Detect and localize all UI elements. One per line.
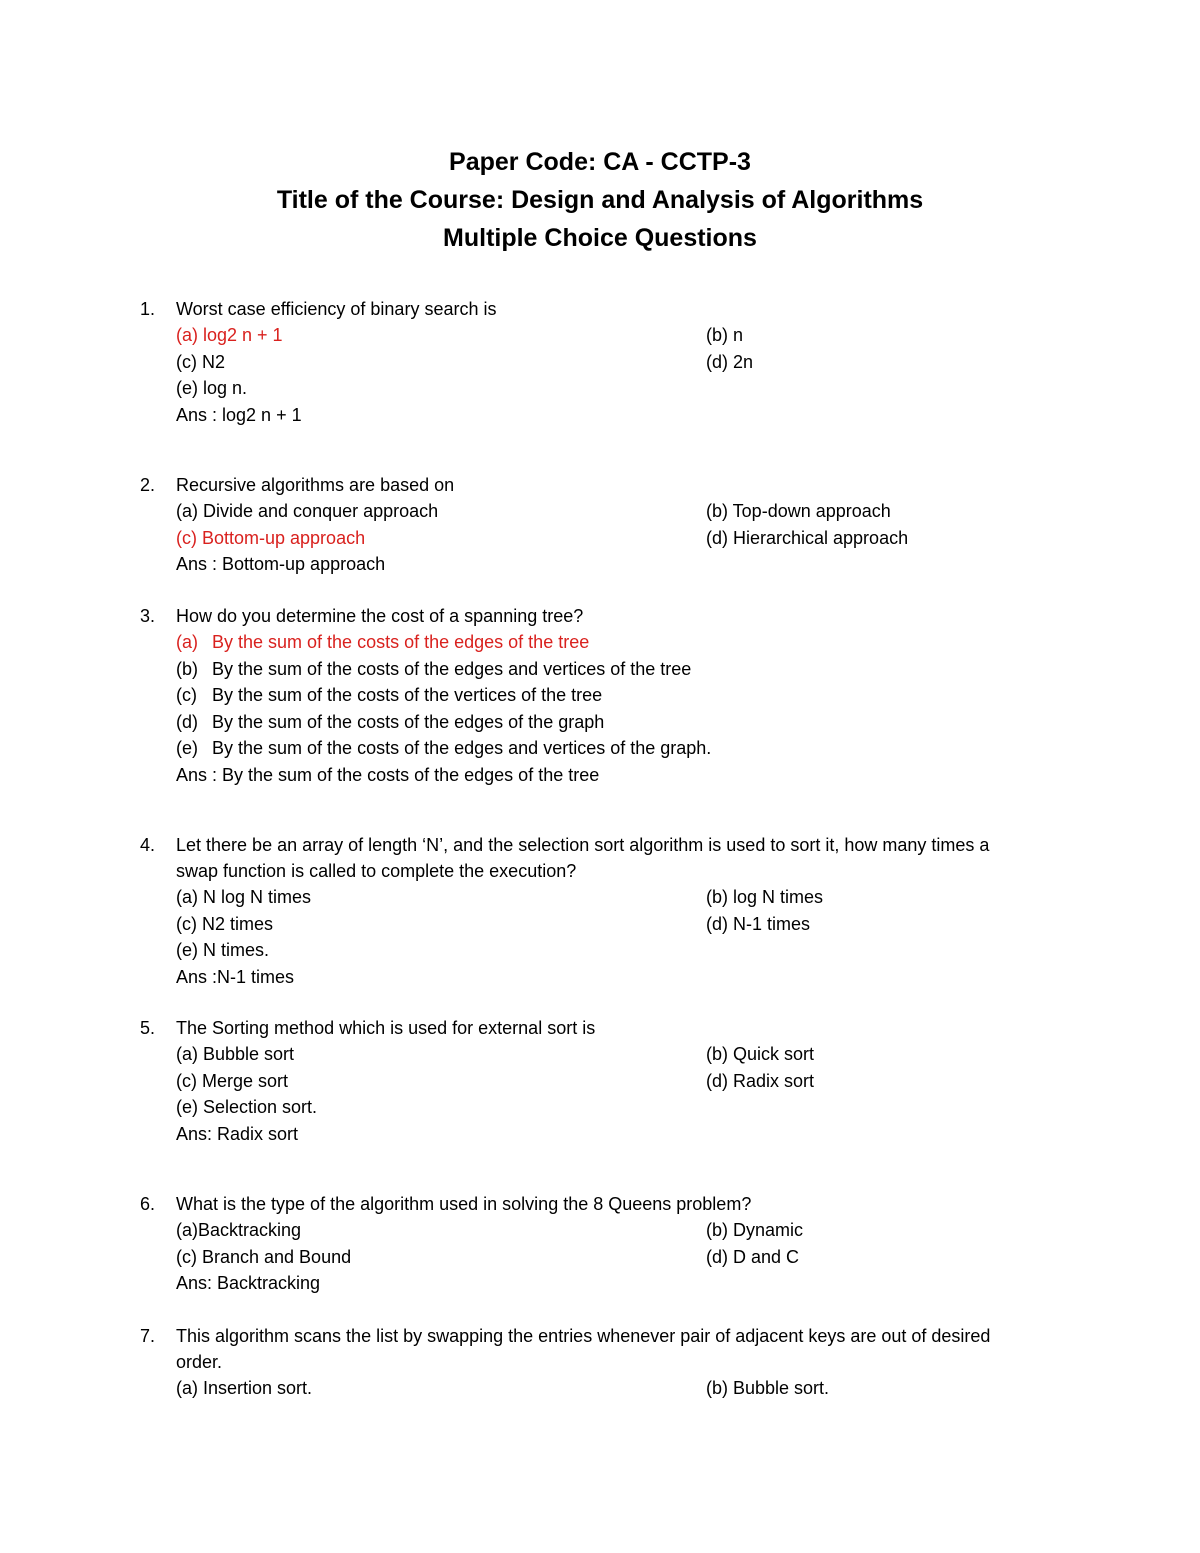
option-e: (e) log n.: [176, 378, 248, 398]
option-d: (d) N-1 times: [706, 913, 811, 934]
option-b: (b) Top-down approach: [706, 501, 891, 521]
option-text: By the sum of the costs of the vertices of the tree: [212, 685, 603, 705]
course-title-heading: Title of the Course: Design and Analysis of Algorithms: [276, 186, 924, 214]
question-number: 1.: [140, 299, 156, 319]
question-7: [140, 1323, 1040, 1402]
question-text: Worst case efficiency of binary search is: [176, 299, 497, 319]
option-label: (d): [176, 711, 198, 732]
question-number: 7.: [140, 1326, 156, 1346]
option-b: (b) Bubble sort.: [706, 1378, 830, 1398]
option-c-correct: (c) Bottom-up approach: [176, 527, 366, 548]
option-text: By the sum of the costs of the edges of the graph: [212, 711, 605, 732]
section-heading: Multiple Choice Questions: [443, 224, 757, 252]
option-text: By the sum of the costs of the edges and vertices of the graph.: [212, 738, 712, 758]
option-label: (e): [176, 738, 198, 758]
answer: Ans :N-1 times: [176, 966, 295, 987]
question-4: [140, 832, 1040, 990]
option-b: (b) n: [706, 325, 744, 345]
option-label: (c): [176, 685, 197, 705]
question-text: How do you determine the cost of a spanning tree?: [176, 606, 584, 626]
question-1: [140, 296, 1040, 428]
question-number: 5.: [140, 1018, 156, 1038]
option-b: (b) Dynamic: [706, 1220, 804, 1240]
option-e: (e) Selection sort.: [176, 1097, 318, 1117]
option-d: (d) D and C: [706, 1246, 800, 1267]
question-number: 6.: [140, 1194, 156, 1214]
question-number: 2.: [140, 475, 156, 495]
answer: Ans: Radix sort: [176, 1123, 299, 1144]
option-b: (b) log N times: [706, 887, 824, 907]
option-text: By the sum of the costs of the edges of the tree: [212, 632, 590, 652]
option-d: (d) Radix sort: [706, 1070, 815, 1091]
question-text: Recursive algorithms are based on: [176, 475, 455, 495]
option-label: (a): [176, 632, 198, 652]
option-e: [140, 735, 1040, 762]
option-c: (c) Branch and Bound: [176, 1246, 352, 1267]
answer: Ans : By the sum of the costs of the edges of the tree: [176, 764, 600, 785]
question-number: 4.: [140, 835, 156, 855]
document-header: [0, 143, 1200, 257]
option-d: (d) 2n: [706, 351, 754, 372]
option-a-correct: (a) log2 n + 1: [176, 325, 283, 345]
option-a: (a) Insertion sort.: [176, 1378, 313, 1398]
option-d: [140, 709, 1040, 736]
answer: Ans : log2 n + 1: [176, 404, 302, 425]
question-text: The Sorting method which is used for external sort is: [176, 1018, 596, 1038]
option-c: (c) N2 times: [176, 913, 274, 934]
option-b: [140, 656, 1040, 683]
answer: Ans: Backtracking: [176, 1273, 321, 1293]
option-e: (e) N times.: [176, 940, 270, 960]
option-d: (d) Hierarchical approach: [706, 527, 909, 548]
question-text: This algorithm scans the list by swapping the entries whenever pair of adjacent keys are out of desired order.: [176, 1326, 991, 1372]
option-text: By the sum of the costs of the edges and vertices of the tree: [212, 658, 692, 679]
question-5: [140, 1015, 1040, 1147]
option-a-correct: [140, 629, 1040, 656]
option-label: (b): [176, 658, 198, 679]
option-a: (a)Backtracking: [176, 1220, 302, 1240]
option-a: (a) N log N times: [176, 887, 312, 907]
option-c: (c) N2: [176, 351, 225, 372]
option-a: (a) Divide and conquer approach: [176, 501, 439, 521]
paper-code-heading: Paper Code: CA - CCTP-3: [449, 148, 751, 176]
question-2: [140, 472, 1040, 578]
question-3: [140, 603, 1040, 788]
question-text: Let there be an array of length ‘N’, and the selection sort algorithm is used to sort it, how many times a swap function is called to complete the execution?: [176, 835, 990, 881]
option-b: (b) Quick sort: [706, 1044, 815, 1064]
question-number: 3.: [140, 606, 156, 626]
question-text: What is the type of the algorithm used in solving the 8 Queens problem?: [176, 1194, 752, 1214]
option-c: [140, 682, 1040, 709]
question-6: [140, 1191, 1040, 1297]
option-a: (a) Bubble sort: [176, 1044, 295, 1064]
answer: Ans : Bottom-up approach: [176, 554, 386, 574]
option-c: (c) Merge sort: [176, 1070, 289, 1091]
